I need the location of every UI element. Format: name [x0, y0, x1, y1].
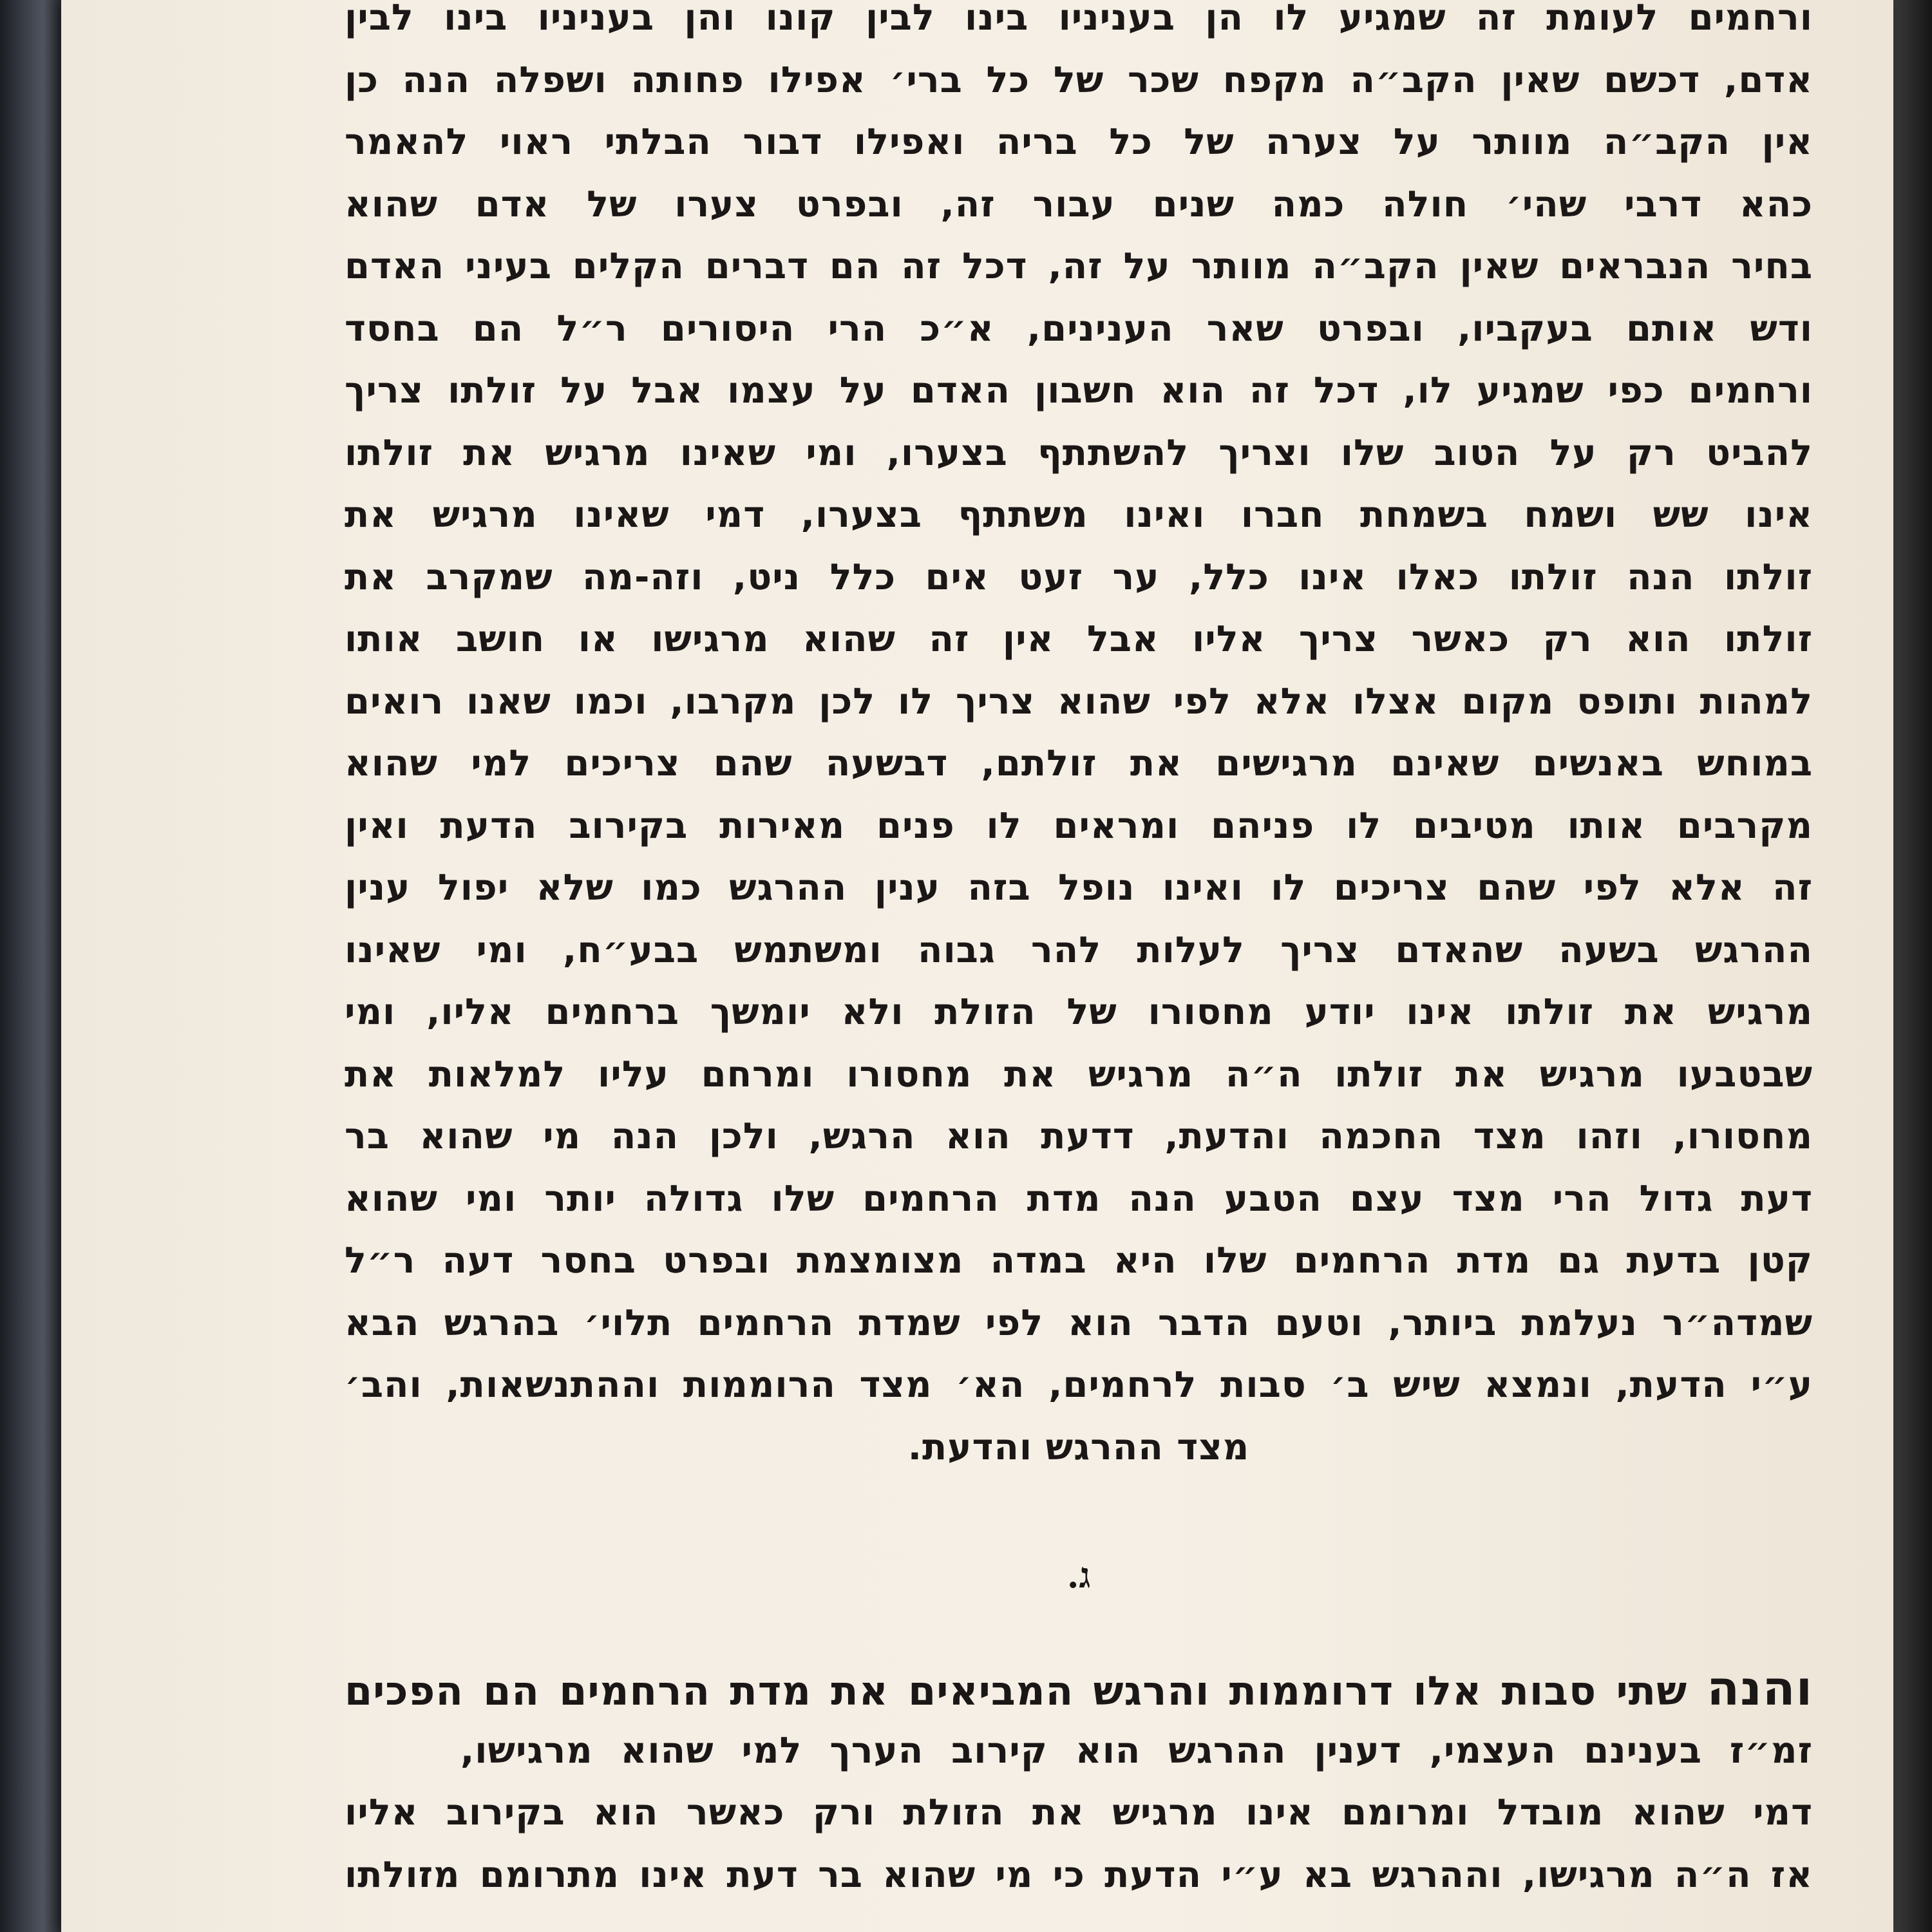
book-page [61, 0, 1893, 1932]
text-line: במוחש באנשים שאינם מרגישים את זולתם, דבשעה שהם צריכים למי שהוא [345, 743, 1813, 784]
text-line-lead [345, 1658, 1813, 1720]
lead-line-text: שתי סבות אלו דרוממות והרגש המביאים את מדת הרחמים הם הפכים [345, 1667, 1688, 1714]
text-line: אין הקב״ה מוותר על צערה של כל בריה ואפילו דבור הבלתי ראוי להאמר [345, 121, 1813, 163]
section-heading: ג. [1066, 1555, 1091, 1596]
text-line: למהות ותופס מקום אצלו אלא לפי שהוא צריך לו לכן מקרבו, וכמו שאנו רואים [345, 680, 1813, 723]
text-line: אדם, דכשם שאין הקב״ה מקפח שכר של כל ברי׳ אפילו פחותה ושפלה הנה כן [345, 59, 1813, 101]
lead-word: והנה [1707, 1661, 1813, 1716]
background-left-edge [0, 0, 61, 1932]
paragraph-1 [345, 0, 1813, 1479]
text-line: קטן בדעת גם מדת הרחמים שלו היא במדה מצומצמת ובפרט בחסר דעה ר״ל [345, 1240, 1813, 1282]
text-line: שבטבעו מרגיש את זולתו ה״ה מרגיש את מחסורו ומרחם עליו למלאות את [345, 1053, 1813, 1095]
text-line: כהא דרבי שהי׳ חולה כמה שנים עבור זה, ובפרט צערו של אדם שהוא [345, 183, 1813, 225]
background-right-edge [1893, 0, 1932, 1932]
text-line: אינו שש ושמח בשמחת חברו ואינו משתתף בצערו, דמי שאינו מרגיש את [345, 494, 1813, 536]
text-line: זמ״ז בענינם העצמי, דענין ההרגש הוא קירוב הערך למי שהוא מרגישו, [460, 1729, 1813, 1772]
text-line: דמי שהוא מובדל ומרומם אינו מרגיש את הזולת ורק כאשר הוא בקירוב אליו [345, 1792, 1813, 1833]
text-line: זולתו הנה זולתו כאלו אינו כלל, ער זעט אים כלל ניט, וזה-מה שמקרב את [345, 556, 1813, 598]
text-line: ע״י הדעת, ונמצא שיש ב׳ סבות לרחמים, הא׳ מצד הרוממות וההתנשאות, והב׳ [345, 1364, 1813, 1406]
text-line-final: מצד ההרגש והדעת. [907, 1426, 1250, 1468]
text-line: בחיר הנבראים שאין הקב״ה מוותר על זה, דכל זה הם דברים הקלים בעיני האדם [345, 245, 1813, 287]
text-line: מחסורו, וזהו מצד החכמה והדעת, דדעת הוא הרגש, ולכן הנה מי שהוא בר [345, 1115, 1813, 1157]
text-line: אז ה״ה מרגישו, וההרגש בא ע״י הדעת כי מי שהוא בר דעת אינו מתרומם מזולתו [345, 1853, 1813, 1896]
text-line: זולתו הוא רק כאשר צריך אליו אבל אין זה שהוא מרגישו או חושב אותו [345, 618, 1813, 660]
text-line: ודש אותם בעקביו, ובפרט שאר הענינים, א״כ הרי היסורים ר״ל הם בחסד [345, 307, 1813, 350]
paragraph-2 [345, 1658, 1813, 1906]
page-text [345, 0, 1813, 1906]
text-line: ורחמים לעומת זה שמגיע לו הן בעניניו בינו לבין קונו והן בעניניו בינו לבין [345, 0, 1813, 39]
text-line: להביט רק על הטוב שלו וצריך להשתתף בצערו, ומי שאינו מרגיש את זולתו [345, 431, 1813, 474]
text-line: מקרבים אותו מטיבים לו פניהם ומראים לו פנים מאירות בקירוב הדעת ואין [345, 804, 1813, 847]
text-line: זה אלא לפי שהם צריכים לו ואינו נופל בזה ענין ההרגש כמו שלא יפול ענין [345, 867, 1813, 909]
text-line: מרגיש את זולתו אינו יודע מחסורו של הזולת ולא יומשך ברחמים אליו, ומי [345, 991, 1813, 1033]
text-line: שמדה״ר נעלמת ביותר, וטעם הדבר הוא לפי שמדת הרחמים תלוי׳ בהרגש הבא [345, 1302, 1813, 1344]
text-line: דעת גדול הרי מצד עצם הטבע הנה מדת הרחמים שלו גדולה יותר ומי שהוא [345, 1177, 1813, 1220]
text-line: ורחמים כפי שמגיע לו, דכל זה הוא חשבון האדם על עצמו אבל על זולתו צריך [345, 370, 1813, 412]
text-line: ההרגש בשעה שהאדם צריך לעלות להר גבוה ומשתמש בבע״ח, ומי שאינו [345, 929, 1813, 971]
